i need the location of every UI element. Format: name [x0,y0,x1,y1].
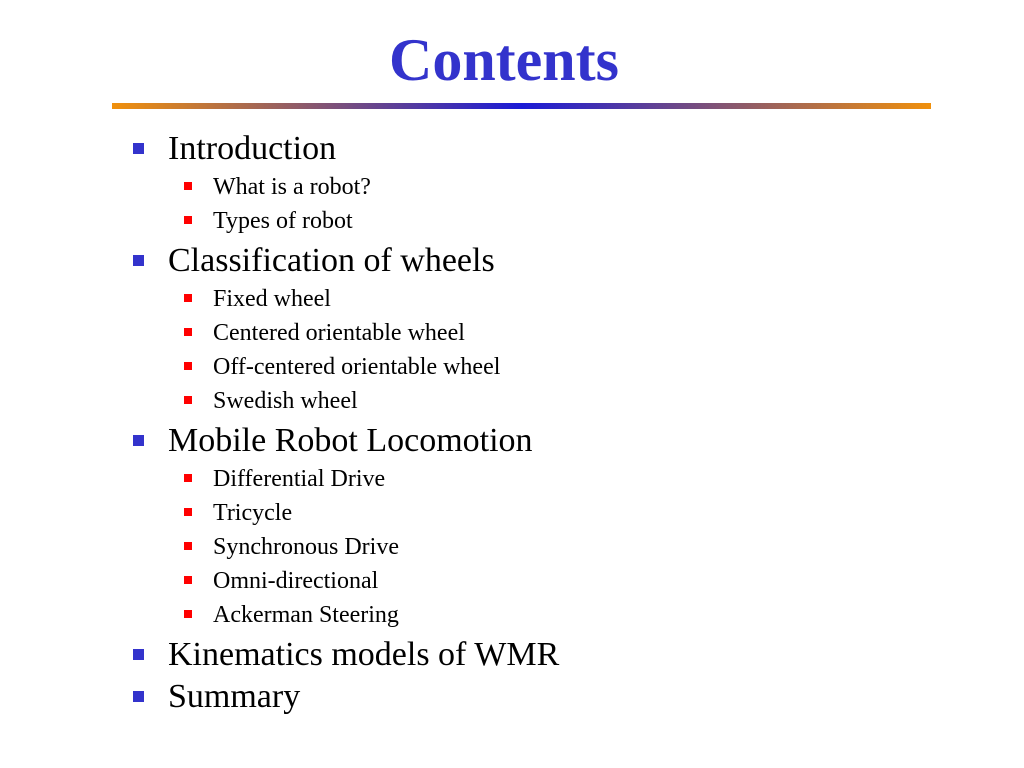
square-bullet-icon [184,362,192,370]
square-bullet-icon [184,542,192,550]
outline-item-label: Kinematics models of WMR [168,636,560,673]
square-bullet-icon [184,508,192,516]
outline-subitem-ackerman-steering [130,598,559,632]
outline-subitem-differential-drive [130,462,559,496]
outline-item-introduction [130,128,559,170]
outline-subitem-label: Differential Drive [213,466,386,492]
square-bullet-icon [184,474,192,482]
outline-subitem-types-of-robot [130,204,559,238]
outline-subitem-label: Types of robot [213,208,353,234]
square-bullet-icon [133,255,144,266]
outline-subitem-centered-orientable-wheel [130,316,559,350]
square-bullet-icon [184,576,192,584]
outline-subitem-label: Fixed wheel [213,286,331,312]
outline-subitem-synchronous-drive [130,530,559,564]
outline-subitem-swedish-wheel [130,384,559,418]
square-bullet-icon [184,216,192,224]
outline-subitem-fixed-wheel [130,282,559,316]
square-bullet-icon [184,610,192,618]
square-bullet-icon [133,435,144,446]
square-bullet-icon [184,396,192,404]
outline-subitem-off-centered-orientable-wheel [130,350,559,384]
slide-title: Contents [388,27,619,93]
outline-subitem-omni-directional [130,564,559,598]
outline-subitem-label: Centered orientable wheel [213,320,465,346]
square-bullet-icon [133,649,144,660]
outline-subitem-label: Ackerman Steering [213,602,399,628]
outline-item-kinematics-models-of-wmr [130,634,559,676]
square-bullet-icon [184,182,192,190]
square-bullet-icon [133,691,144,702]
outline-subitem-label: Off-centered orientable wheel [213,354,501,380]
title-divider [112,103,931,109]
outline-item-label: Mobile Robot Locomotion [168,422,533,459]
outline-subitem-label: Omni-directional [213,568,379,594]
outline-subitem-what-is-a-robot [130,170,559,204]
outline-item-label: Introduction [168,130,337,167]
outline-item-summary [130,676,559,718]
square-bullet-icon [184,294,192,302]
outline-item-label: Classification of wheels [168,242,495,279]
outline-subitem-tricycle [130,496,559,530]
contents-outline [130,128,559,718]
outline-subitem-label: Tricycle [213,500,293,526]
square-bullet-icon [133,143,144,154]
square-bullet-icon [184,328,192,336]
outline-subitem-label: What is a robot? [213,174,371,200]
outline-item-label: Summary [168,678,301,715]
outline-subitem-label: Swedish wheel [213,388,358,414]
outline-subitem-label: Synchronous Drive [213,534,399,560]
outline-item-classification-of-wheels [130,240,559,282]
outline-item-mobile-robot-locomotion [130,420,559,462]
